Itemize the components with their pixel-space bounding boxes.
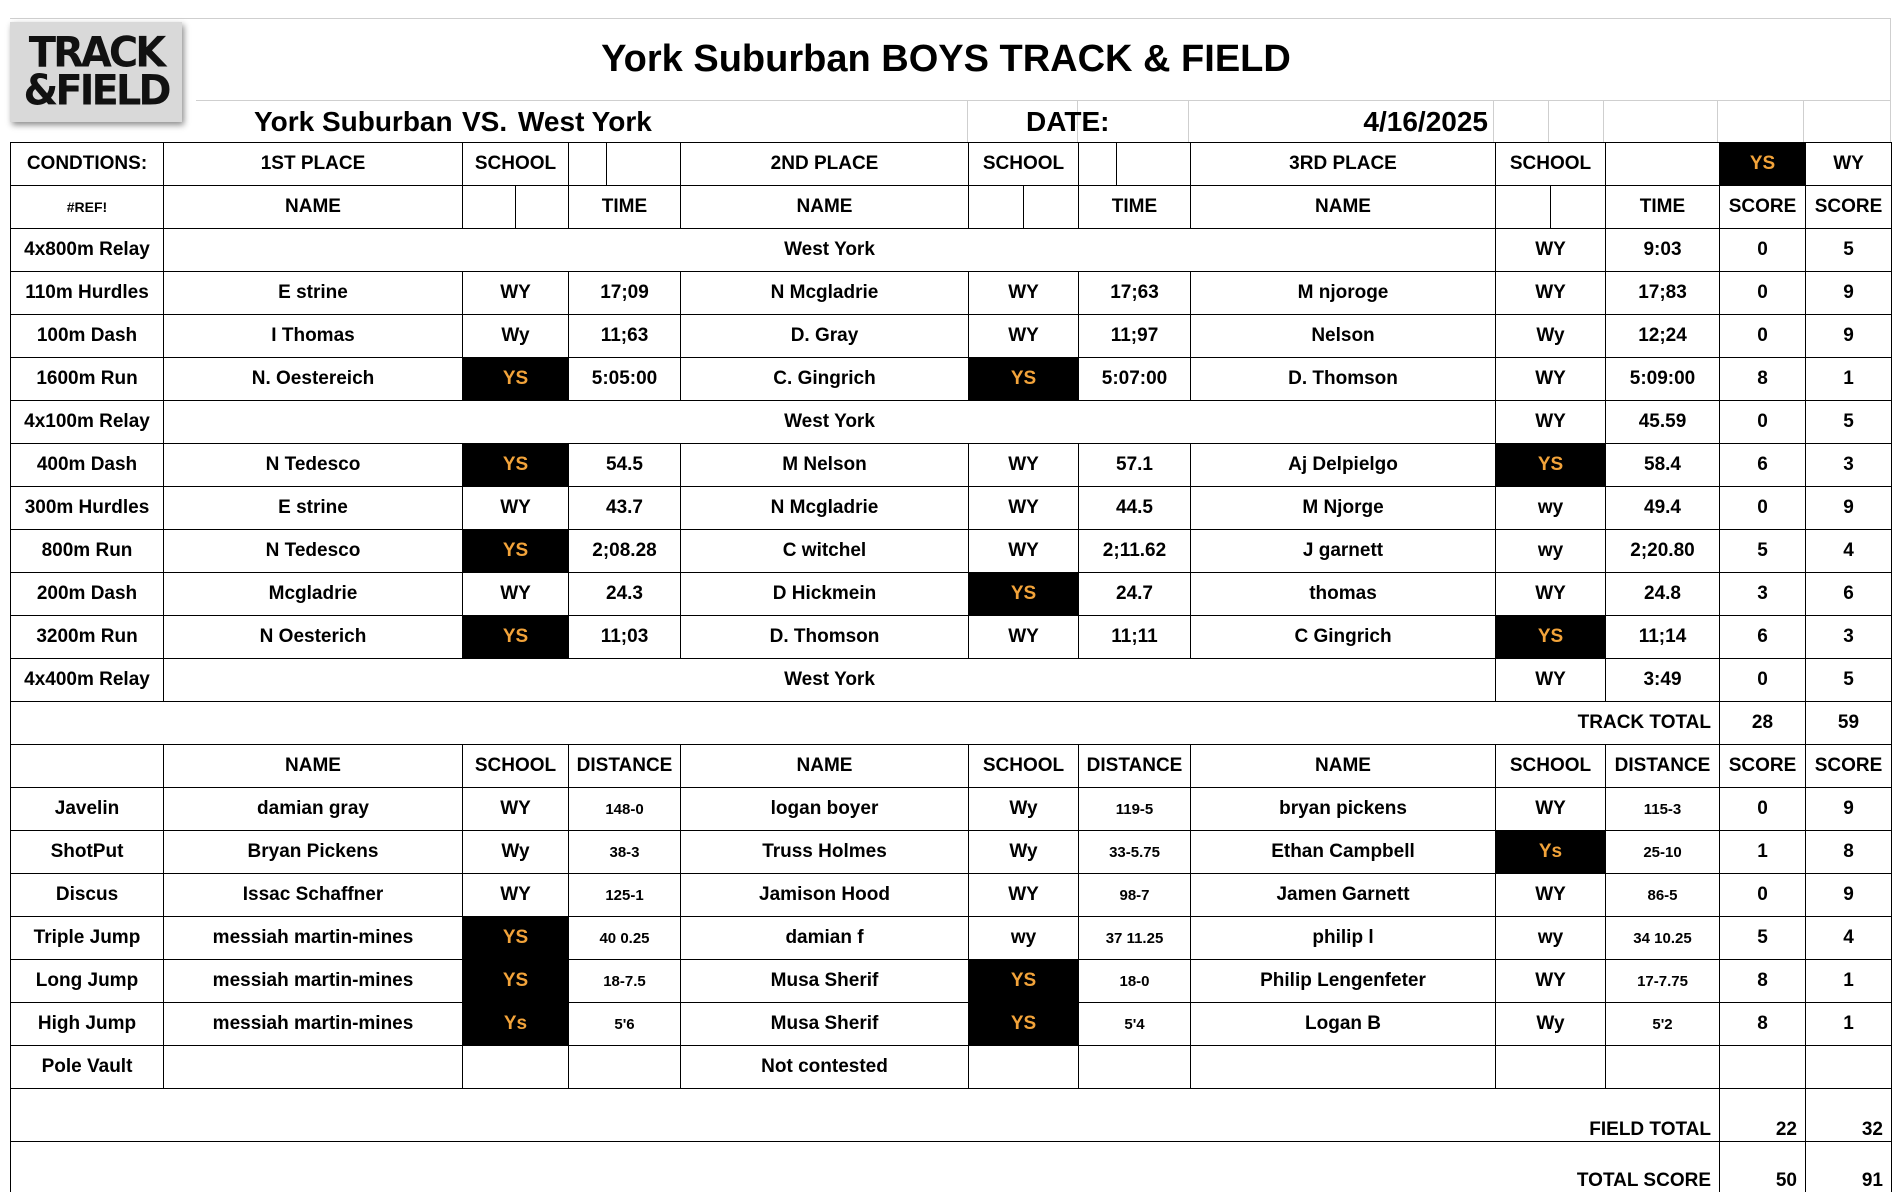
total-score-wy: 91 [1806,1142,1892,1192]
name-header: NAME [164,186,463,229]
third-place-school: Ys [1496,831,1606,874]
second-place-school: YS [969,358,1079,401]
third-place-name: thomas [1191,573,1496,616]
second-place-distance: 119-5 [1079,788,1191,831]
first-place-name: Mcgladrie [164,573,463,616]
second-place-time: 57.1 [1079,444,1191,487]
ys-score: 0 [1720,659,1806,702]
third-place-time: 2;20.80 [1606,530,1720,573]
time-cell: 3:49 [1606,659,1720,702]
blank-cell [1079,143,1117,186]
event-name: 200m Dash [11,573,164,616]
ys-score: 6 [1720,616,1806,659]
third-place-name: bryan pickens [1191,788,1496,831]
third-place-name: M Njorge [1191,487,1496,530]
third-place-school: YS [1496,616,1606,659]
school-header: SCHOOL [969,745,1079,788]
school-cell: WY [1496,401,1606,444]
blank-cell [1191,1046,1496,1089]
blank-cell [1024,186,1079,229]
third-place-distance: 5'2 [1606,1003,1720,1046]
first-place-distance: 18-7.5 [569,960,681,1003]
third-place-time: 11;14 [1606,616,1720,659]
third-place-name: M njoroge [1191,272,1496,315]
third-place-distance: 25-10 [1606,831,1720,874]
track-row [11,616,1892,659]
third-place-name: Ethan Campbell [1191,831,1496,874]
blank-cell [463,1046,569,1089]
second-place-time: 17;63 [1079,272,1191,315]
second-place-time: 11;11 [1079,616,1191,659]
blank-cell [11,745,164,788]
first-place-school: WY [463,272,569,315]
track-row [11,358,1892,401]
field-row [11,874,1892,917]
field-total-label: FIELD TOTAL [11,1089,1720,1142]
meet-date: 4/16/2025 [1188,102,1488,142]
track-field-logo [10,22,182,122]
third-place-school: WY [1496,874,1606,917]
third-place-school: wy [1496,530,1606,573]
not-contested-note: Not contested [681,1046,969,1089]
event-name: Discus [11,874,164,917]
first-place-distance: 38-3 [569,831,681,874]
date-label: DATE: [1026,102,1109,142]
field-row [11,1003,1892,1046]
ys-score: 1 [1720,831,1806,874]
name-header: NAME [1191,186,1496,229]
relay-winner: West York [164,229,1496,272]
second-place-name: Truss Holmes [681,831,969,874]
wy-score-header: SCORE [1806,745,1892,788]
event-name: 110m Hurdles [11,272,164,315]
first-place-school: Ys [463,1003,569,1046]
second-place-time: 2;11.62 [1079,530,1191,573]
first-place-name: Issac Schaffner [164,874,463,917]
track-total-row [11,702,1892,745]
wy-score: 1 [1806,960,1892,1003]
blank-cell [516,186,569,229]
blank-cell [969,1046,1079,1089]
wy-score: 9 [1806,874,1892,917]
field-total-row [11,1089,1892,1142]
time-header: TIME [1079,186,1191,229]
event-name: Triple Jump [11,917,164,960]
wy-score: 3 [1806,616,1892,659]
blank-cell [164,1046,463,1089]
logo-line-2: &FIELD [23,71,168,111]
blank-cell [569,143,607,186]
first-place-name: damian gray [164,788,463,831]
second-place-distance: 37 11.25 [1079,917,1191,960]
ys-score: 5 [1720,530,1806,573]
field-row [11,917,1892,960]
third-place-school: wy [1496,487,1606,530]
blank-cell [1496,186,1551,229]
third-place-school: WY [1496,573,1606,616]
second-place-name: C. Gingrich [681,358,969,401]
second-place-school: WY [969,530,1079,573]
blank-cell [1806,1046,1892,1089]
blank-cell [1117,143,1191,186]
third-place-name: Nelson [1191,315,1496,358]
ys-score: 0 [1720,315,1806,358]
track-total-label: TRACK TOTAL [11,702,1720,745]
third-place-name: J garnett [1191,530,1496,573]
track-row [11,487,1892,530]
track-row [11,315,1892,358]
ys-score: 0 [1720,229,1806,272]
third-place-name: D. Thomson [1191,358,1496,401]
first-place-time: 5:05:00 [569,358,681,401]
total-score-row [11,1142,1892,1192]
wy-score: 9 [1806,272,1892,315]
ys-header: YS [1720,143,1806,186]
second-place-school: YS [969,960,1079,1003]
school-header: SCHOOL [463,745,569,788]
blank-cell [1606,143,1720,186]
blank-cell [1496,1046,1606,1089]
page-title: York Suburban BOYS TRACK & FIELD [196,18,1696,100]
wy-score: 4 [1806,917,1892,960]
wy-score-header: SCORE [1806,186,1892,229]
second-place-name: N Mcgladrie [681,272,969,315]
first-place-time: 11;03 [569,616,681,659]
home-team: York Suburban [254,102,453,142]
blank-cell [969,186,1024,229]
event-name: Long Jump [11,960,164,1003]
ys-score: 0 [1720,487,1806,530]
first-place-name: E strine [164,487,463,530]
first-place-distance: 40 0.25 [569,917,681,960]
second-place-school: YS [969,1003,1079,1046]
total-score-label: TOTAL SCORE [11,1142,1720,1192]
first-place-name: N Tedesco [164,444,463,487]
second-place-school: WY [969,616,1079,659]
blank-cell [1720,1046,1806,1089]
third-place-time: 49.4 [1606,487,1720,530]
ys-score-header: SCORE [1720,186,1806,229]
wy-header: WY [1806,143,1892,186]
second-place-school: WY [969,315,1079,358]
second-place-school: WY [969,874,1079,917]
third-place-distance: 86-5 [1606,874,1720,917]
wy-score: 1 [1806,358,1892,401]
wy-score: 6 [1806,573,1892,616]
track-row [11,272,1892,315]
third-place-time: 58.4 [1606,444,1720,487]
track-row [11,401,1892,444]
event-name: High Jump [11,1003,164,1046]
track-total-ys: 28 [1720,702,1806,745]
first-place-header: 1ST PLACE [164,143,463,186]
second-place-school: Wy [969,831,1079,874]
blank-cell [569,1046,681,1089]
third-place-school: wy [1496,917,1606,960]
wy-score: 8 [1806,831,1892,874]
time-cell: 45.59 [1606,401,1720,444]
second-place-school: WY [969,272,1079,315]
first-place-distance: 148-0 [569,788,681,831]
second-place-school: Wy [969,788,1079,831]
distance-header: DISTANCE [1606,745,1720,788]
first-place-school: YS [463,530,569,573]
track-row [11,444,1892,487]
track-row [11,573,1892,616]
first-place-time: 24.3 [569,573,681,616]
event-name: Pole Vault [11,1046,164,1089]
second-place-school: WY [969,487,1079,530]
logo-line-1: TRACK [29,33,163,73]
third-place-name: Jamen Garnett [1191,874,1496,917]
first-place-school: YS [463,960,569,1003]
third-place-name: philip l [1191,917,1496,960]
second-place-distance: 33-5.75 [1079,831,1191,874]
event-name: 1600m Run [11,358,164,401]
first-place-school: WY [463,788,569,831]
ys-score: 8 [1720,960,1806,1003]
ys-score: 5 [1720,917,1806,960]
first-place-name: N. Oestereich [164,358,463,401]
field-row [11,1046,1892,1089]
field-row [11,788,1892,831]
ys-score-header: SCORE [1720,745,1806,788]
field-row [11,831,1892,874]
event-name: 300m Hurdles [11,487,164,530]
event-name: ShotPut [11,831,164,874]
ys-score: 8 [1720,1003,1806,1046]
first-place-name: messiah martin-mines [164,917,463,960]
second-place-distance: 18-0 [1079,960,1191,1003]
second-place-time: 24.7 [1079,573,1191,616]
first-place-name: I Thomas [164,315,463,358]
third-place-school: WY [1496,788,1606,831]
third-place-school: WY [1496,960,1606,1003]
event-name: 4x800m Relay [11,229,164,272]
name-header: NAME [1191,745,1496,788]
event-name: 800m Run [11,530,164,573]
wy-score: 5 [1806,401,1892,444]
second-place-name: Jamison Hood [681,874,969,917]
track-row [11,659,1892,702]
second-place-name: D Hickmein [681,573,969,616]
event-name: 4x100m Relay [11,401,164,444]
first-place-school: WY [463,874,569,917]
first-place-distance: 5'6 [569,1003,681,1046]
third-place-distance: 34 10.25 [1606,917,1720,960]
time-header: TIME [569,186,681,229]
time-header: TIME [1606,186,1720,229]
first-place-school: WY [463,487,569,530]
header-row-1 [11,143,1892,186]
second-place-name: Musa Sherif [681,1003,969,1046]
wy-score: 4 [1806,530,1892,573]
ys-score: 8 [1720,358,1806,401]
blank-cell [1079,1046,1191,1089]
wy-score: 1 [1806,1003,1892,1046]
blank-cell [607,143,681,186]
ys-score: 3 [1720,573,1806,616]
name-header: NAME [164,745,463,788]
field-total-ys: 22 [1720,1089,1806,1142]
ref-error-cell: #REF! [11,186,164,229]
results-table [10,142,1892,1192]
name-header: NAME [681,186,969,229]
third-place-name: Logan B [1191,1003,1496,1046]
conditions-label: CONDTIONS: [11,143,164,186]
total-score-ys: 50 [1720,1142,1806,1192]
first-place-distance: 125-1 [569,874,681,917]
ys-score: 6 [1720,444,1806,487]
ys-score: 0 [1720,272,1806,315]
event-name: 3200m Run [11,616,164,659]
field-row [11,960,1892,1003]
first-place-name: N Tedesco [164,530,463,573]
first-place-school: YS [463,616,569,659]
first-place-time: 54.5 [569,444,681,487]
second-place-name: logan boyer [681,788,969,831]
wy-score: 5 [1806,229,1892,272]
first-place-name: E strine [164,272,463,315]
wy-score: 3 [1806,444,1892,487]
first-place-time: 43.7 [569,487,681,530]
track-row [11,530,1892,573]
third-place-time: 5:09:00 [1606,358,1720,401]
first-place-time: 11;63 [569,315,681,358]
second-place-name: N Mcgladrie [681,487,969,530]
wy-score: 9 [1806,315,1892,358]
first-place-time: 17;09 [569,272,681,315]
third-place-school: YS [1496,444,1606,487]
school-header: SCHOOL [1496,745,1606,788]
third-place-time: 12;24 [1606,315,1720,358]
distance-header: DISTANCE [1079,745,1191,788]
away-team: West York [518,102,652,142]
name-header: NAME [681,745,969,788]
third-place-school: WY [1496,272,1606,315]
third-place-school: Wy [1496,315,1606,358]
second-place-header: 2ND PLACE [681,143,969,186]
third-place-name: Philip Lengenfeter [1191,960,1496,1003]
second-place-name: M Nelson [681,444,969,487]
first-place-school: YS [463,444,569,487]
second-place-school: wy [969,917,1079,960]
third-place-time: 24.8 [1606,573,1720,616]
first-place-school: Wy [463,831,569,874]
field-header-row [11,745,1892,788]
school-header: SCHOOL [1496,143,1606,186]
time-cell: 9:03 [1606,229,1720,272]
ys-score: 0 [1720,874,1806,917]
blank-cell [1606,1046,1720,1089]
wy-score: 9 [1806,788,1892,831]
first-place-name: messiah martin-mines [164,960,463,1003]
distance-header: DISTANCE [569,745,681,788]
third-place-name: Aj Delpielgo [1191,444,1496,487]
third-place-school: Wy [1496,1003,1606,1046]
event-name: Javelin [11,788,164,831]
track-total-wy: 59 [1806,702,1892,745]
third-place-distance: 115-3 [1606,788,1720,831]
relay-winner: West York [164,401,1496,444]
second-place-time: 44.5 [1079,487,1191,530]
second-place-distance: 98-7 [1079,874,1191,917]
school-cell: WY [1496,659,1606,702]
first-place-time: 2;08.28 [569,530,681,573]
third-place-name: C Gingrich [1191,616,1496,659]
event-name: 4x400m Relay [11,659,164,702]
ys-score: 0 [1720,788,1806,831]
header-row-2 [11,186,1892,229]
first-place-name: N Oesterich [164,616,463,659]
third-place-header: 3RD PLACE [1191,143,1496,186]
blank-cell [1551,186,1606,229]
event-name: 100m Dash [11,315,164,358]
first-place-school: WY [463,573,569,616]
second-place-name: C witchel [681,530,969,573]
first-place-school: YS [463,917,569,960]
school-header: SCHOOL [969,143,1079,186]
wy-score: 5 [1806,659,1892,702]
ys-score: 0 [1720,401,1806,444]
second-place-name: Musa Sherif [681,960,969,1003]
second-place-school: WY [969,444,1079,487]
third-place-school: WY [1496,358,1606,401]
track-row [11,229,1892,272]
third-place-time: 17;83 [1606,272,1720,315]
relay-winner: West York [164,659,1496,702]
third-place-distance: 17-7.75 [1606,960,1720,1003]
school-header: SCHOOL [463,143,569,186]
event-name: 400m Dash [11,444,164,487]
second-place-distance: 5'4 [1079,1003,1191,1046]
second-place-time: 11;97 [1079,315,1191,358]
first-place-school: Wy [463,315,569,358]
field-total-wy: 32 [1806,1089,1892,1142]
vs-label: VS. [462,102,507,142]
second-place-school: YS [969,573,1079,616]
wy-score: 9 [1806,487,1892,530]
first-place-school: YS [463,358,569,401]
first-place-name: Bryan Pickens [164,831,463,874]
school-cell: WY [1496,229,1606,272]
second-place-name: damian f [681,917,969,960]
first-place-name: messiah martin-mines [164,1003,463,1046]
second-place-time: 5:07:00 [1079,358,1191,401]
blank-cell [463,186,516,229]
second-place-name: D. Gray [681,315,969,358]
second-place-name: D. Thomson [681,616,969,659]
